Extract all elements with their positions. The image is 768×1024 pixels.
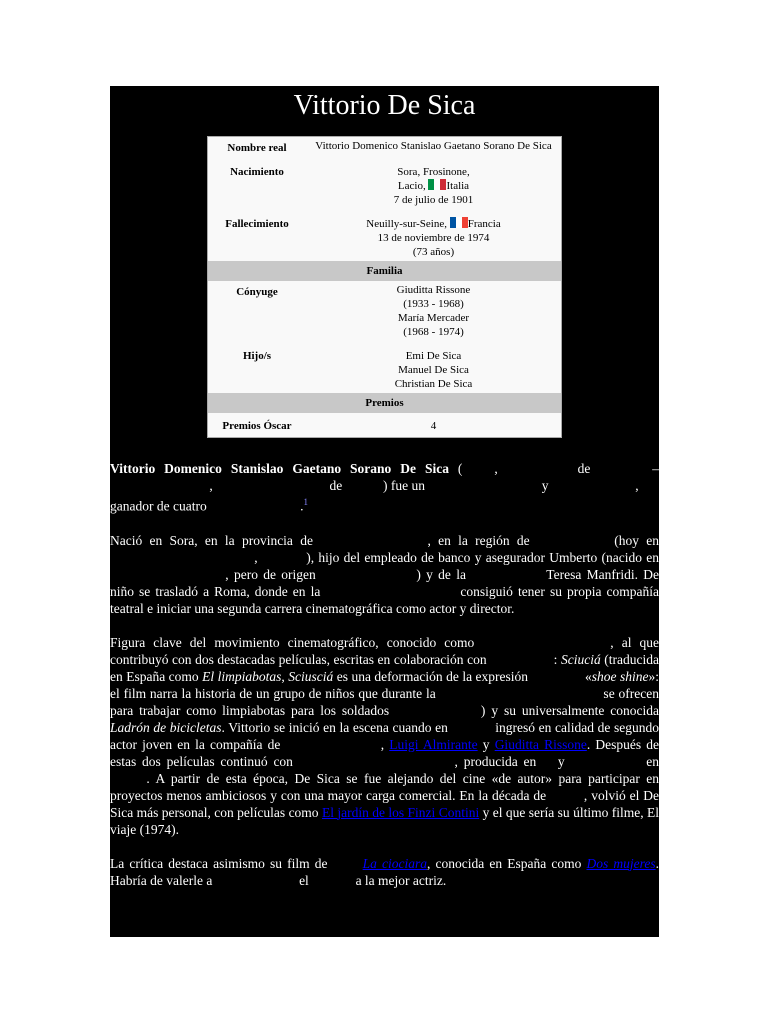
infobox-row-children [208,341,561,393]
link-dos-mujeres[interactable]: Dos mujeres [586,855,656,871]
spouse-2-years: (1968 - 1974) [403,326,464,338]
oscar-value: 4 [430,420,437,432]
birth-date: 7 de julio de 1901 [393,194,474,206]
link-la-ciociara[interactable]: La ciociara [362,855,427,871]
children-label: Hijo/s [242,350,272,362]
france-flag-icon [450,217,468,228]
death-place: Neuilly-sur-Seine, [366,218,447,230]
spouse-1-years: (1933 - 1968) [403,298,464,310]
death-date: 13 de noviembre de 1974 [377,232,490,244]
link-luigi-almirante[interactable]: Luigi Almirante [389,736,478,752]
death-label: Fallecimiento [225,218,289,230]
infobox-row-spouse [208,281,561,341]
link-finzi-contini[interactable]: El jardín de los Finzi Contini [321,804,480,820]
birth-country: Italia [446,180,470,192]
italy-flag-icon [428,179,446,190]
article-body [110,460,659,906]
paragraph-intro: Vittorio Domenico Stanislao Gaetano Sorano De Sica ( , de – , de ) fue un y , ganador de cuatro .$^1$ [110,461,659,514]
document-page [110,86,659,937]
real-name-value: Vittorio Domenico Stanislao Gaetano Sorano De Sica [315,140,552,152]
infobox-row-birth [208,157,561,209]
family-header: Familia [208,261,561,281]
birth-place: Sora, Frosinone, [397,166,470,178]
page-title: Vittorio De Sica [293,90,476,121]
infobox-row-oscar [208,413,561,437]
link-giuditta-rissone[interactable]: Giuditta Rissone [494,736,587,752]
spouse-label: Cónyuge [236,286,278,298]
death-country: Francia [467,218,501,230]
birth-region: Lacio, [397,180,426,192]
infobox [207,136,562,438]
paragraph-neorealism: Figura clave del movimiento cinematográfico, conocido como , al que contribuyó con dos destacadas películas, escritas en colaboración con : Sciuciá (traducida en España como El limpiabotas, Sciusciá es una deformación de la expresión «shoe shine»: el film narra la historia de un grupo de niños que durante la se ofrecen para trabajar como limpiabotas para los soldados ) y su universalmente conocida Ladrón de bicicletas. Vittorio se inició en la escena cuando en ingresó en calidad de segundo actor joven en la compañía de , Luigi Almirante y Giuditta Rissone. Después de estas dos películas continuó con , producida en y en . A partir de esta época, De Sica se fue alejando del cine «de autor» para participar en proyectos menos ambiciosos y con una mayor carga comercial. En la década de , volvió el De Sica más personal, con películas como El jardín de los Finzi Contini y el que sería su último filme, El viaje (1974). [110,634,660,837]
paragraph-critics: La crítica destaca asimismo su film de La ciociara, conocida en España como Dos mujeres. Habría de valerle a el a la mejor actriz. [110,855,659,888]
child-3: Christian De Sica [394,378,473,390]
paragraph-birth: Nació en Sora, en la provincia de , en la región de (hoy en , ), hijo del empleado de banco y asegurador Umberto (nacido en , pero de origen ) y de la Teresa Manfridi. De niño se trasladó a Roma, donde en la consiguió tener su propia compañía teatral e iniciar una segunda carrera cinematográfica como actor y director. [110,532,660,616]
death-age: (73 años) [412,246,455,258]
full-name: Vittorio Domenico Stanislao Gaetano Sorano De Sica [110,461,449,476]
infobox-row-real-name [208,137,561,157]
oscar-label: Premios Óscar [222,420,292,432]
child-2: Manuel De Sica [398,364,469,376]
birth-label: Nacimiento [230,166,284,178]
spouse-2: María Mercader [397,312,470,324]
spouse-1: Giuditta Rissone [396,284,471,296]
real-name-label: Nombre real [227,142,287,154]
awards-header: Premios [208,393,561,413]
child-1: Emi De Sica [405,350,462,362]
infobox-row-death [208,209,561,261]
reference-link[interactable]: 1 [303,497,308,507]
